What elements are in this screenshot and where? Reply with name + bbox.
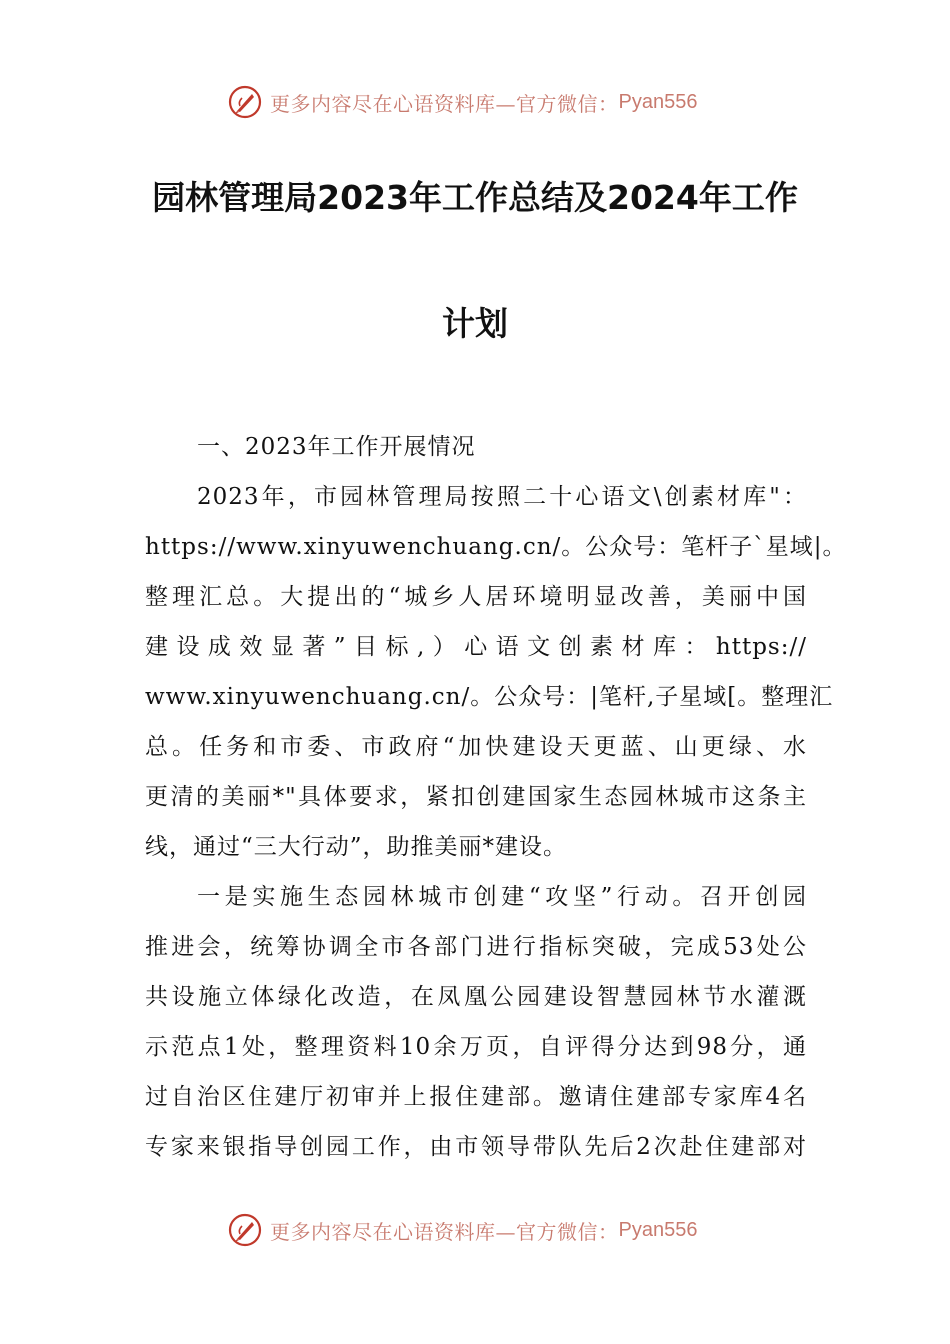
paragraph-line: 共设施立体绿化改造，在凤凰公园建设智慧园林节水灌溉 (145, 984, 807, 1010)
paragraph-line: 整理汇总。大提出的“城乡人居环境明显改善，美丽中国 (145, 584, 807, 610)
paragraph-line: 线，通过“三大行动”，助推美丽*建设。 (145, 834, 568, 860)
paragraph-line: 示范点1处，整理资料10余万页，自评得分达到98分，通 (145, 1034, 807, 1060)
paragraph-line: 推进会，统筹协调全市各部门进行指标突破，完成53处公 (145, 934, 807, 960)
banner-wechat-id: Pyan556 (618, 90, 698, 113)
document-title-line-1: 园林管理局2023年工作总结及2024年工作 (152, 178, 798, 217)
document-body (145, 422, 847, 1172)
banner-text: 更多内容尽在心语资料库—官方微信： (270, 91, 619, 116)
header-watermark-banner (228, 82, 748, 122)
paragraph-line: 过自治区住建厅初审并上报住建部。邀请住建部专家库4名 (145, 1084, 807, 1110)
paragraph-line: 更清的美丽*"具体要求，紧扣创建国家生态园林城市这条主 (145, 784, 807, 810)
banner-wechat-id: Pyan556 (618, 1218, 698, 1241)
paragraph-line: 总。任务和市委、市政府“加快建设天更蓝、山更绿、水 (145, 734, 807, 760)
paragraph-line: www.xinyuwenchuang.cn/。公众号：|笔杆,子星域[。整理汇 (145, 684, 834, 710)
quill-logo-icon (228, 1213, 262, 1247)
document-title-line-2: 计划 (442, 304, 508, 343)
banner-text: 更多内容尽在心语资料库—官方微信： (270, 1219, 619, 1244)
paragraph-line: 专家来银指导创园工作，由市领导带队先后2次赴住建部对 (145, 1134, 807, 1160)
section-heading: 一、2023年工作开展情况 (197, 434, 476, 460)
paragraph-line: https://www.xinyuwenchuang.cn/。公众号：笔杆子`星域|。 (145, 534, 847, 560)
paragraph-line: 2023年，市园林管理局按照二十心语文\创素材库"： (197, 484, 807, 510)
footer-watermark-banner (228, 1210, 748, 1250)
paragraph-line: 一是实施生态园林城市创建“攻坚”行动。召开创园 (197, 884, 807, 910)
paragraph-line: 建设成效显著”目标,）心语文创素材库：https:// (145, 634, 807, 660)
quill-logo-icon (228, 85, 262, 119)
